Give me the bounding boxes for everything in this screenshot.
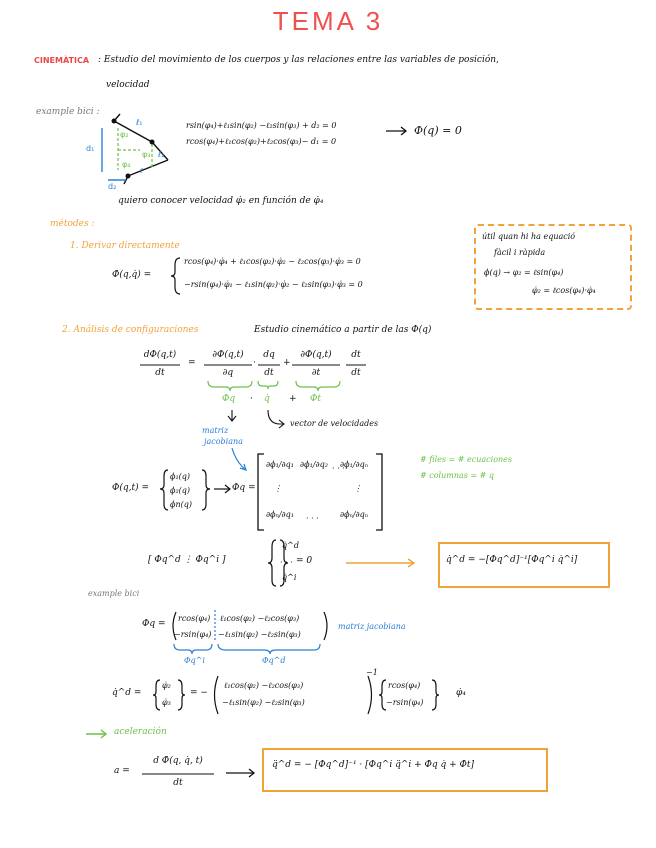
qd-m-row1: ℓ₁cos(φ₂) −ℓ₂cos(φ₃) [224,681,304,690]
deriv-plus: + [283,358,291,368]
velocity-goal: quiero conocer velocidad φ̇₂ en función de φ̇₄ [118,196,324,206]
jac-dots-1: · · · [332,464,345,473]
page-title: TEMA 3 [272,6,384,36]
qd-tail: φ̇₄ [456,688,466,698]
deriv-dot: · [253,358,256,368]
partition-vec-mid: · · · [280,558,293,567]
jac-phi-2: ϕ₂(q) [170,486,191,495]
partition-vec-bot: q̇^i [282,573,297,582]
example-2-jac-label: matriz jacobiana [338,622,406,631]
qd-inv: −1 [366,668,378,677]
qd-vec-1: φ̇₂ [162,681,171,690]
deriv-t3-num: ∂Φ(q,t) [300,350,332,360]
deriv-under-dot: · [250,394,253,404]
label-l2: ℓ₂ [158,150,165,159]
partition-result-box [438,542,610,588]
tip-line-3: ϕ(q) → φ₂ = ℓsin(φ₄) [484,268,564,277]
deriv-eq: = [188,358,196,368]
partition-result: q̇^d = −[Φq^d]⁻¹[Φq^i q̇^i] [446,555,578,565]
jac-vdots-1: ⋮ [274,484,282,493]
qd-vec-2: φ̇₃ [162,698,171,707]
cinematica-text-2: velocidad [106,80,150,90]
jac-mnn: ∂ϕₙ/∂qₙ [340,510,369,519]
jacobian-label-1: matriz [202,426,229,435]
deriv-under-phiq: Φq [222,394,236,404]
acceleration-lhs: a = [114,766,130,776]
jac-note-cols: # columnas = # q [420,471,495,480]
jac-m1n: ∂ϕ₁/∂qₙ [340,460,368,469]
jac-phi-n: ϕn(q) [170,500,192,509]
label-l1: ℓ₁ [136,118,143,127]
example-2-row1b: ℓ₁cos(φ₂) −ℓ₂cos(φ₃) [220,614,300,623]
partition-lhs: [ Φq^d ⋮ Φq^i ] [148,555,226,565]
acceleration-label: aceleración [114,727,167,737]
deriv-lhs-den: dt [155,368,165,378]
method-2-text: Estudio cinemático a partir de las Φ(q) [254,325,432,335]
partition-eq0: = 0 [296,556,313,566]
jac-note-rows: # files = # ecuaciones [420,455,512,464]
example-2-row2b: −ℓ₁sin(φ₂) −ℓ₂sin(φ₃) [218,630,301,639]
example-2-label: example bici [88,589,140,598]
example-2-under-i: Φq^i [184,656,205,665]
tip-line-2: fàcil i ràpida [494,248,546,257]
constraint-result: Φ(q) = 0 [414,124,462,137]
label-phi3: φ₃ [142,150,151,159]
constraint-eq-2: rcos(φ₄)+ℓ₁cos(φ₂)+ℓ₂cos(φ₃)− d₁ = 0 [186,137,337,146]
methods-label: métodes : [50,219,95,229]
acceleration-result-box [262,748,548,792]
qd-m-row2: −ℓ₁sin(φ₂) −ℓ₂sin(φ₃) [222,698,305,707]
qd-lhs: q̇^d = [112,688,142,698]
deriv-under-phit: Φt [310,394,321,404]
partition-vec-top: q̇^d [282,541,299,550]
label-d2: d₂ [108,182,117,191]
qd-v-row2: −rsin(φ₄) [386,698,424,707]
label-phi4: φ₄ [122,160,131,169]
method-1-title: 1. Derivar directamente [70,241,180,251]
deriv-under-qdot: q̇ [264,394,270,404]
example-2-row1a: rcos(φ₄) [178,614,211,623]
method-1-eq-2: −rsin(φ₄)·φ̇₁ − ℓ₁sin(φ₂)·φ̇₂ − ℓ₂sin(φ₃)·φ̇₃ = 0 [184,280,363,289]
velocity-vector-label: vector de velocidades [290,419,379,428]
jac-mn1: ∂ϕₙ/∂q₁ [266,510,294,519]
tip-line-4: φ̇₂ = ℓcos(φ₄)·φ̇₄ [532,286,596,295]
deriv-t3-den: ∂t [311,368,321,378]
jac-phi-1: ϕ₁(q) [170,472,191,481]
acceleration-num: d Φ̇(q, q̇, t) [153,756,203,766]
qd-eq: = − [190,688,208,698]
qd-v-row1: rcos(φ₄) [388,681,421,690]
cinematica-text-1: : Estudio del movimiento de los cuerpos y las relaciones entre las variables de posición, [98,55,499,65]
deriv-t2-num: dq [263,350,275,360]
deriv-t4-den: dt [351,368,361,378]
label-r: r [140,166,144,175]
label-phi2: φ₂ [120,130,129,139]
jac-lhs: Φ(q,t) = [112,483,150,493]
jac-m12: ∂ϕ₁/∂q₂ [300,460,328,469]
deriv-t1-num: ∂Φ(q,t) [212,350,244,360]
example-bici-label: example bici : [36,107,100,117]
jacobian-label-2: jacobiana [204,437,243,446]
jac-phiq: Φq = [232,483,256,493]
example-2-row2a: −rsin(φ₄) [174,630,212,639]
constraint-eq-1: rsin(φ₄)+ℓ₁sin(φ₂) −ℓ₂sin(φ₃) + d₂ = 0 [186,121,337,130]
jac-dots-2: · · · [306,514,319,523]
method-2-title: 2. Análisis de configuraciones [62,325,199,335]
method-1-lhs: Φ̇(q,q̇) = [112,270,152,280]
example-2-phiq: Φq = [142,619,166,629]
jac-m11: ∂ϕ₁/∂q₁ [266,460,294,469]
jac-vdots-2: ⋮ [354,484,362,493]
tip-line-1: útil quan hi ha equació [482,232,576,241]
acceleration-den: dt [173,778,183,788]
label-d1: d₁ [86,144,95,153]
deriv-lhs-num: dΦ(q,t) [143,350,177,360]
method-1-eq-1: rcos(φ₄)·φ̇₄ + ℓ₁cos(φ₂)·φ̇₂ − ℓ₂cos(φ₃)·φ̇₃ = 0 [184,257,361,266]
deriv-t2-den: dt [264,368,274,378]
deriv-under-plus: + [289,394,297,404]
cinematica-label: CINEMÀTICA [34,56,90,65]
deriv-t4-num: dt [351,350,361,360]
example-2-under-d: Φq^d [262,656,286,665]
acceleration-result: q̈^d = − [Φq^d]⁻¹ · [Φq^i q̈^i + Φ̇q q̇ + Φ̇t] [272,760,475,770]
deriv-t1-den: ∂q [222,368,234,378]
